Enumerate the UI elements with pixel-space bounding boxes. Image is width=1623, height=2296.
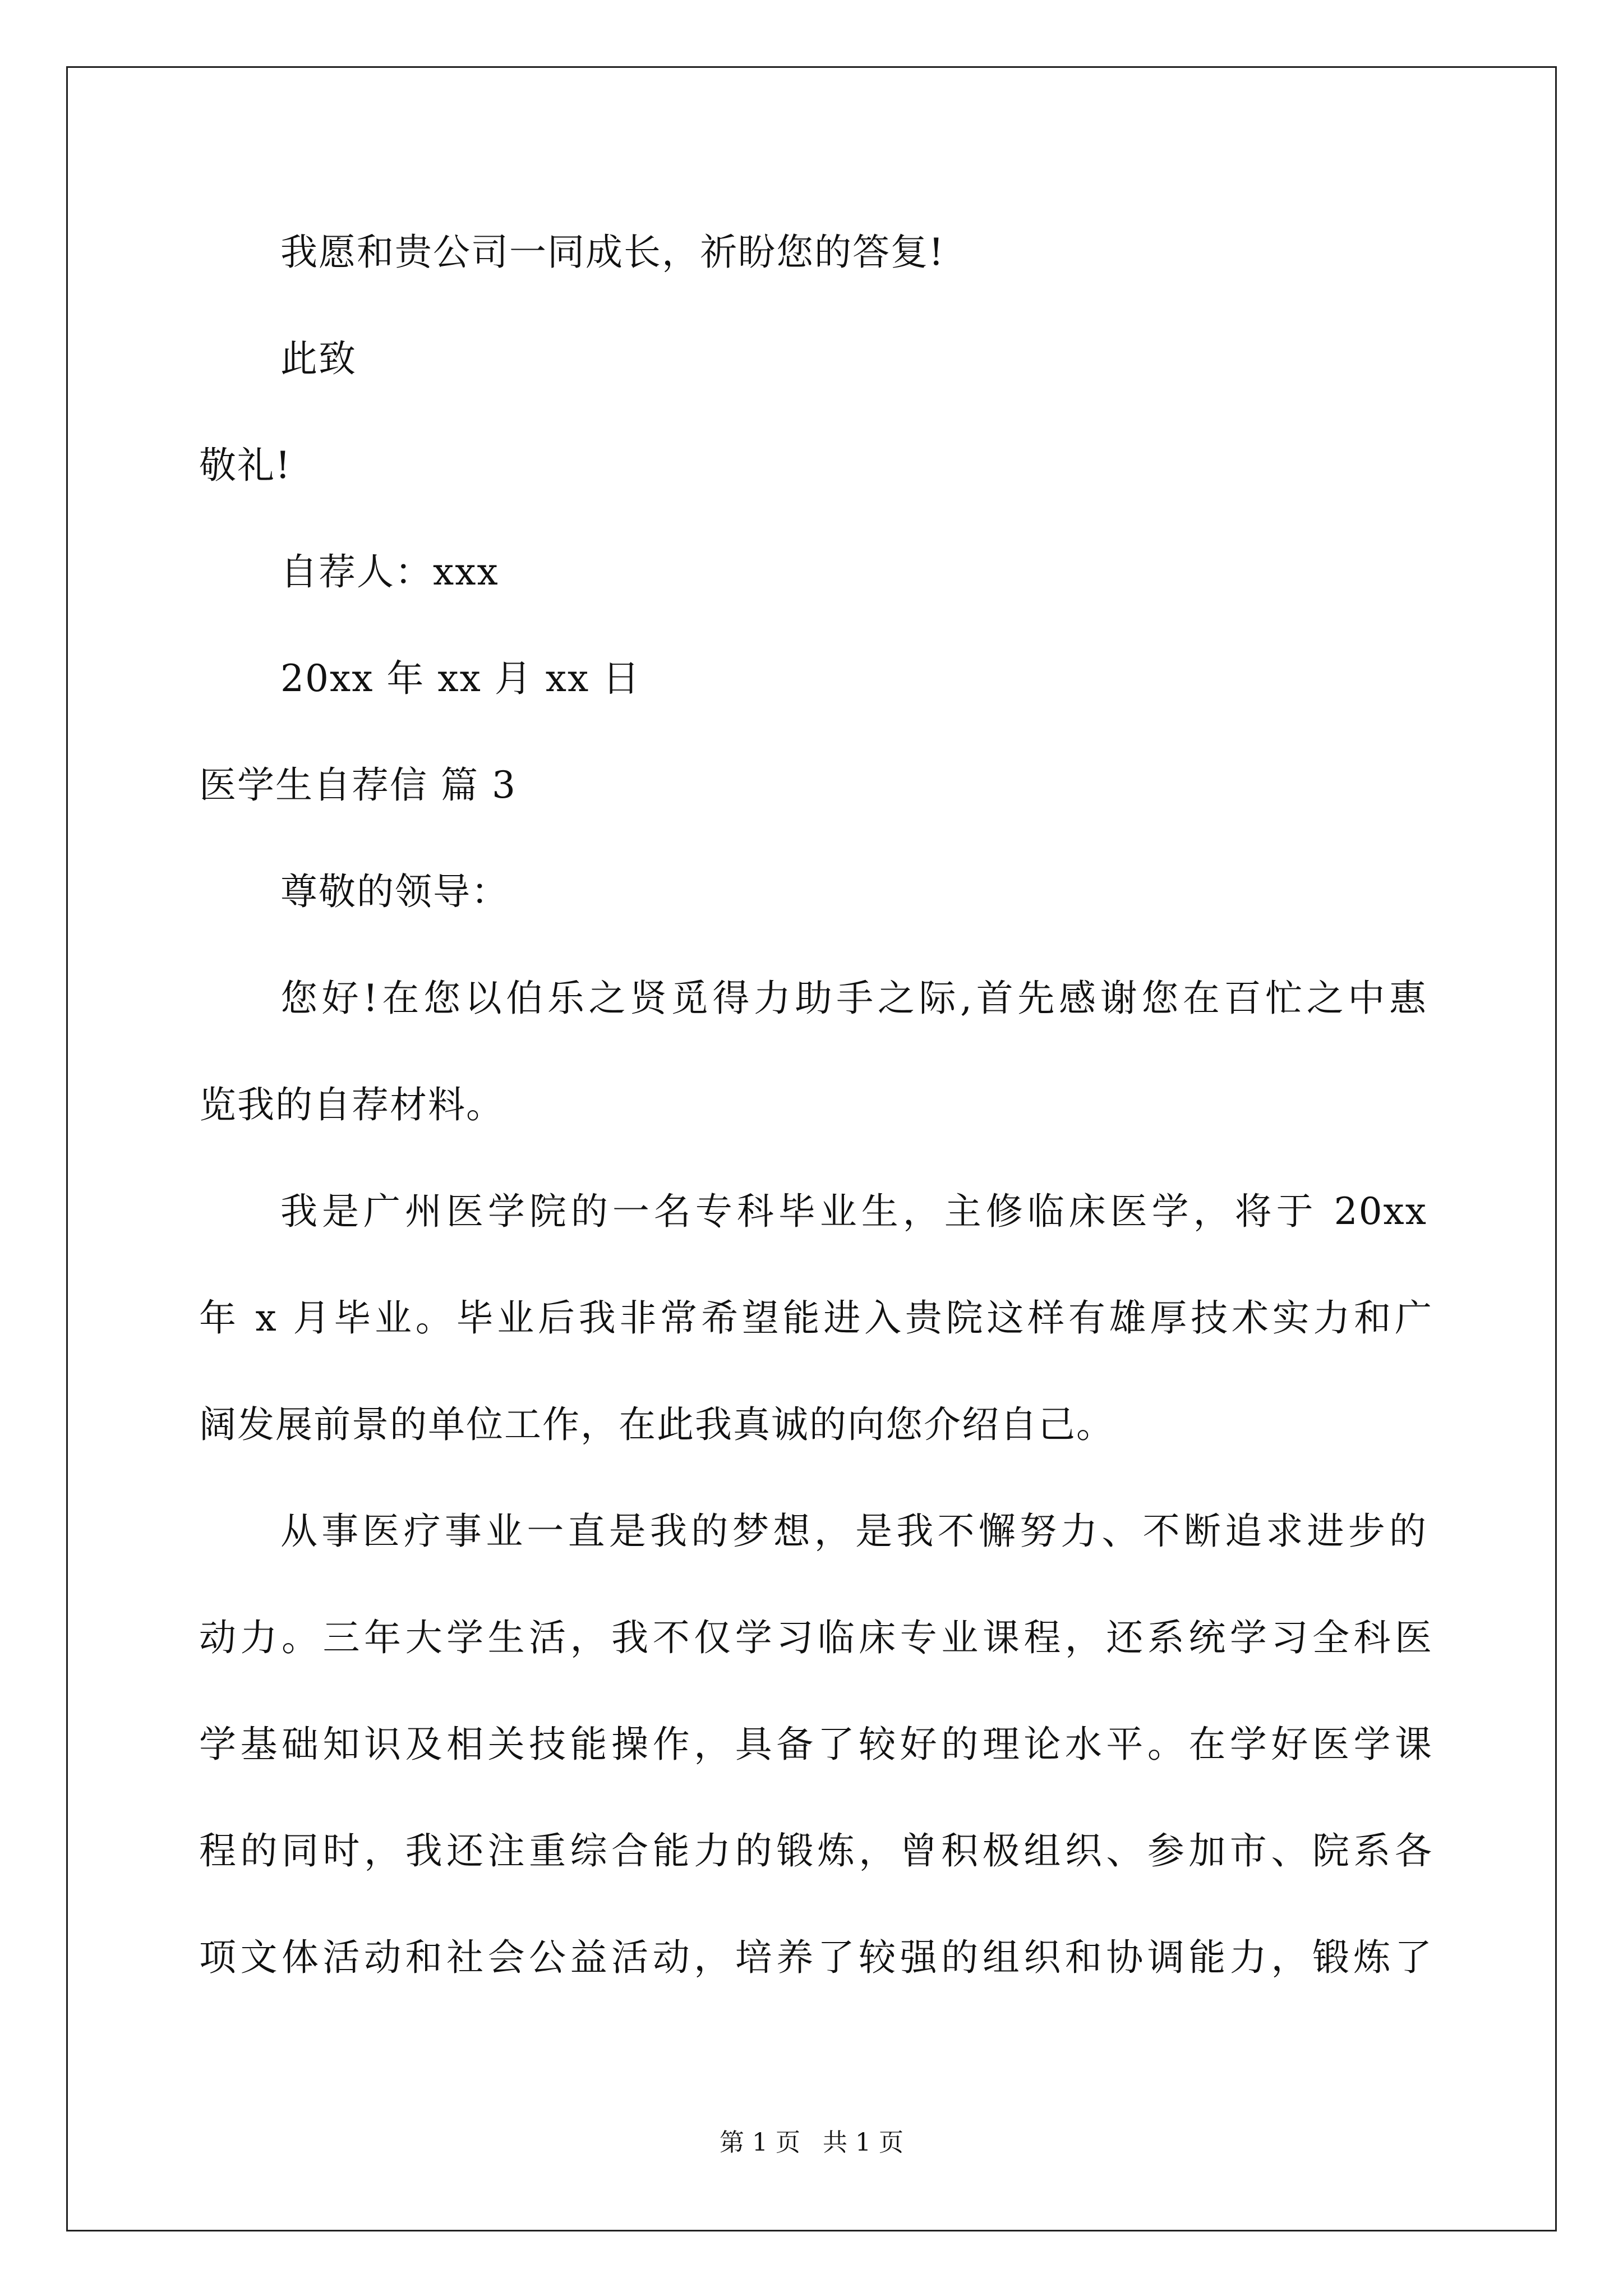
paragraph-2-line-3: 阔发展前景的单位工作，在此我真诚的向您介绍自己。 [199, 1403, 1114, 1446]
paragraph-3-line-3: 学基础知识及相关技能操作，具备了较好的理论水平。在学好医学课 [199, 1723, 1433, 1766]
paragraph-3-line-1: 从事医疗事业一直是我的梦想，是我不懈努力、不断追求进步的 [280, 1510, 1427, 1553]
paragraph-3-line-4: 程的同时，我还注重综合能力的锻炼，曾积极组织、参加市、院系各 [199, 1829, 1433, 1872]
signature-name: 自荐人：xxx [280, 550, 499, 593]
closing-sentence: 我愿和贵公司一同成长，祈盼您的答复! [280, 231, 945, 274]
paragraph-2-line-2: 年 x 月毕业。毕业后我非常希望能进入贵院这样有雄厚技术实力和广 [199, 1296, 1433, 1340]
page-frame [66, 66, 1557, 2231]
page-number: 第 1 页 [720, 2128, 800, 2157]
greeting: 尊敬的领导： [280, 870, 509, 913]
page-footer [0, 2126, 1623, 2160]
signature-date: 20xx 年 xx 月 xx 日 [280, 657, 641, 700]
page-total: 共 1 页 [823, 2128, 903, 2157]
paragraph-3-line-2: 动力。三年大学生活，我不仅学习临床专业课程，还系统学习全科医 [199, 1616, 1433, 1659]
paragraph-1-line-1: 您好!在您以伯乐之贤觅得力助手之际,首先感谢您在百忙之中惠 [280, 977, 1427, 1020]
section-heading: 医学生自荐信 篇 3 [199, 763, 517, 807]
salutation-jingli: 敬礼! [199, 444, 292, 487]
salutation-cizhi: 此致 [280, 337, 357, 380]
paragraph-3-line-5: 项文体活动和社会公益活动，培养了较强的组织和协调能力，锻炼了 [199, 1936, 1433, 1979]
paragraph-2-line-1: 我是广州医学院的一名专科毕业生，主修临床医学，将于 20xx [280, 1190, 1427, 1233]
paragraph-1-line-2: 览我的自荐材料。 [199, 1083, 504, 1126]
